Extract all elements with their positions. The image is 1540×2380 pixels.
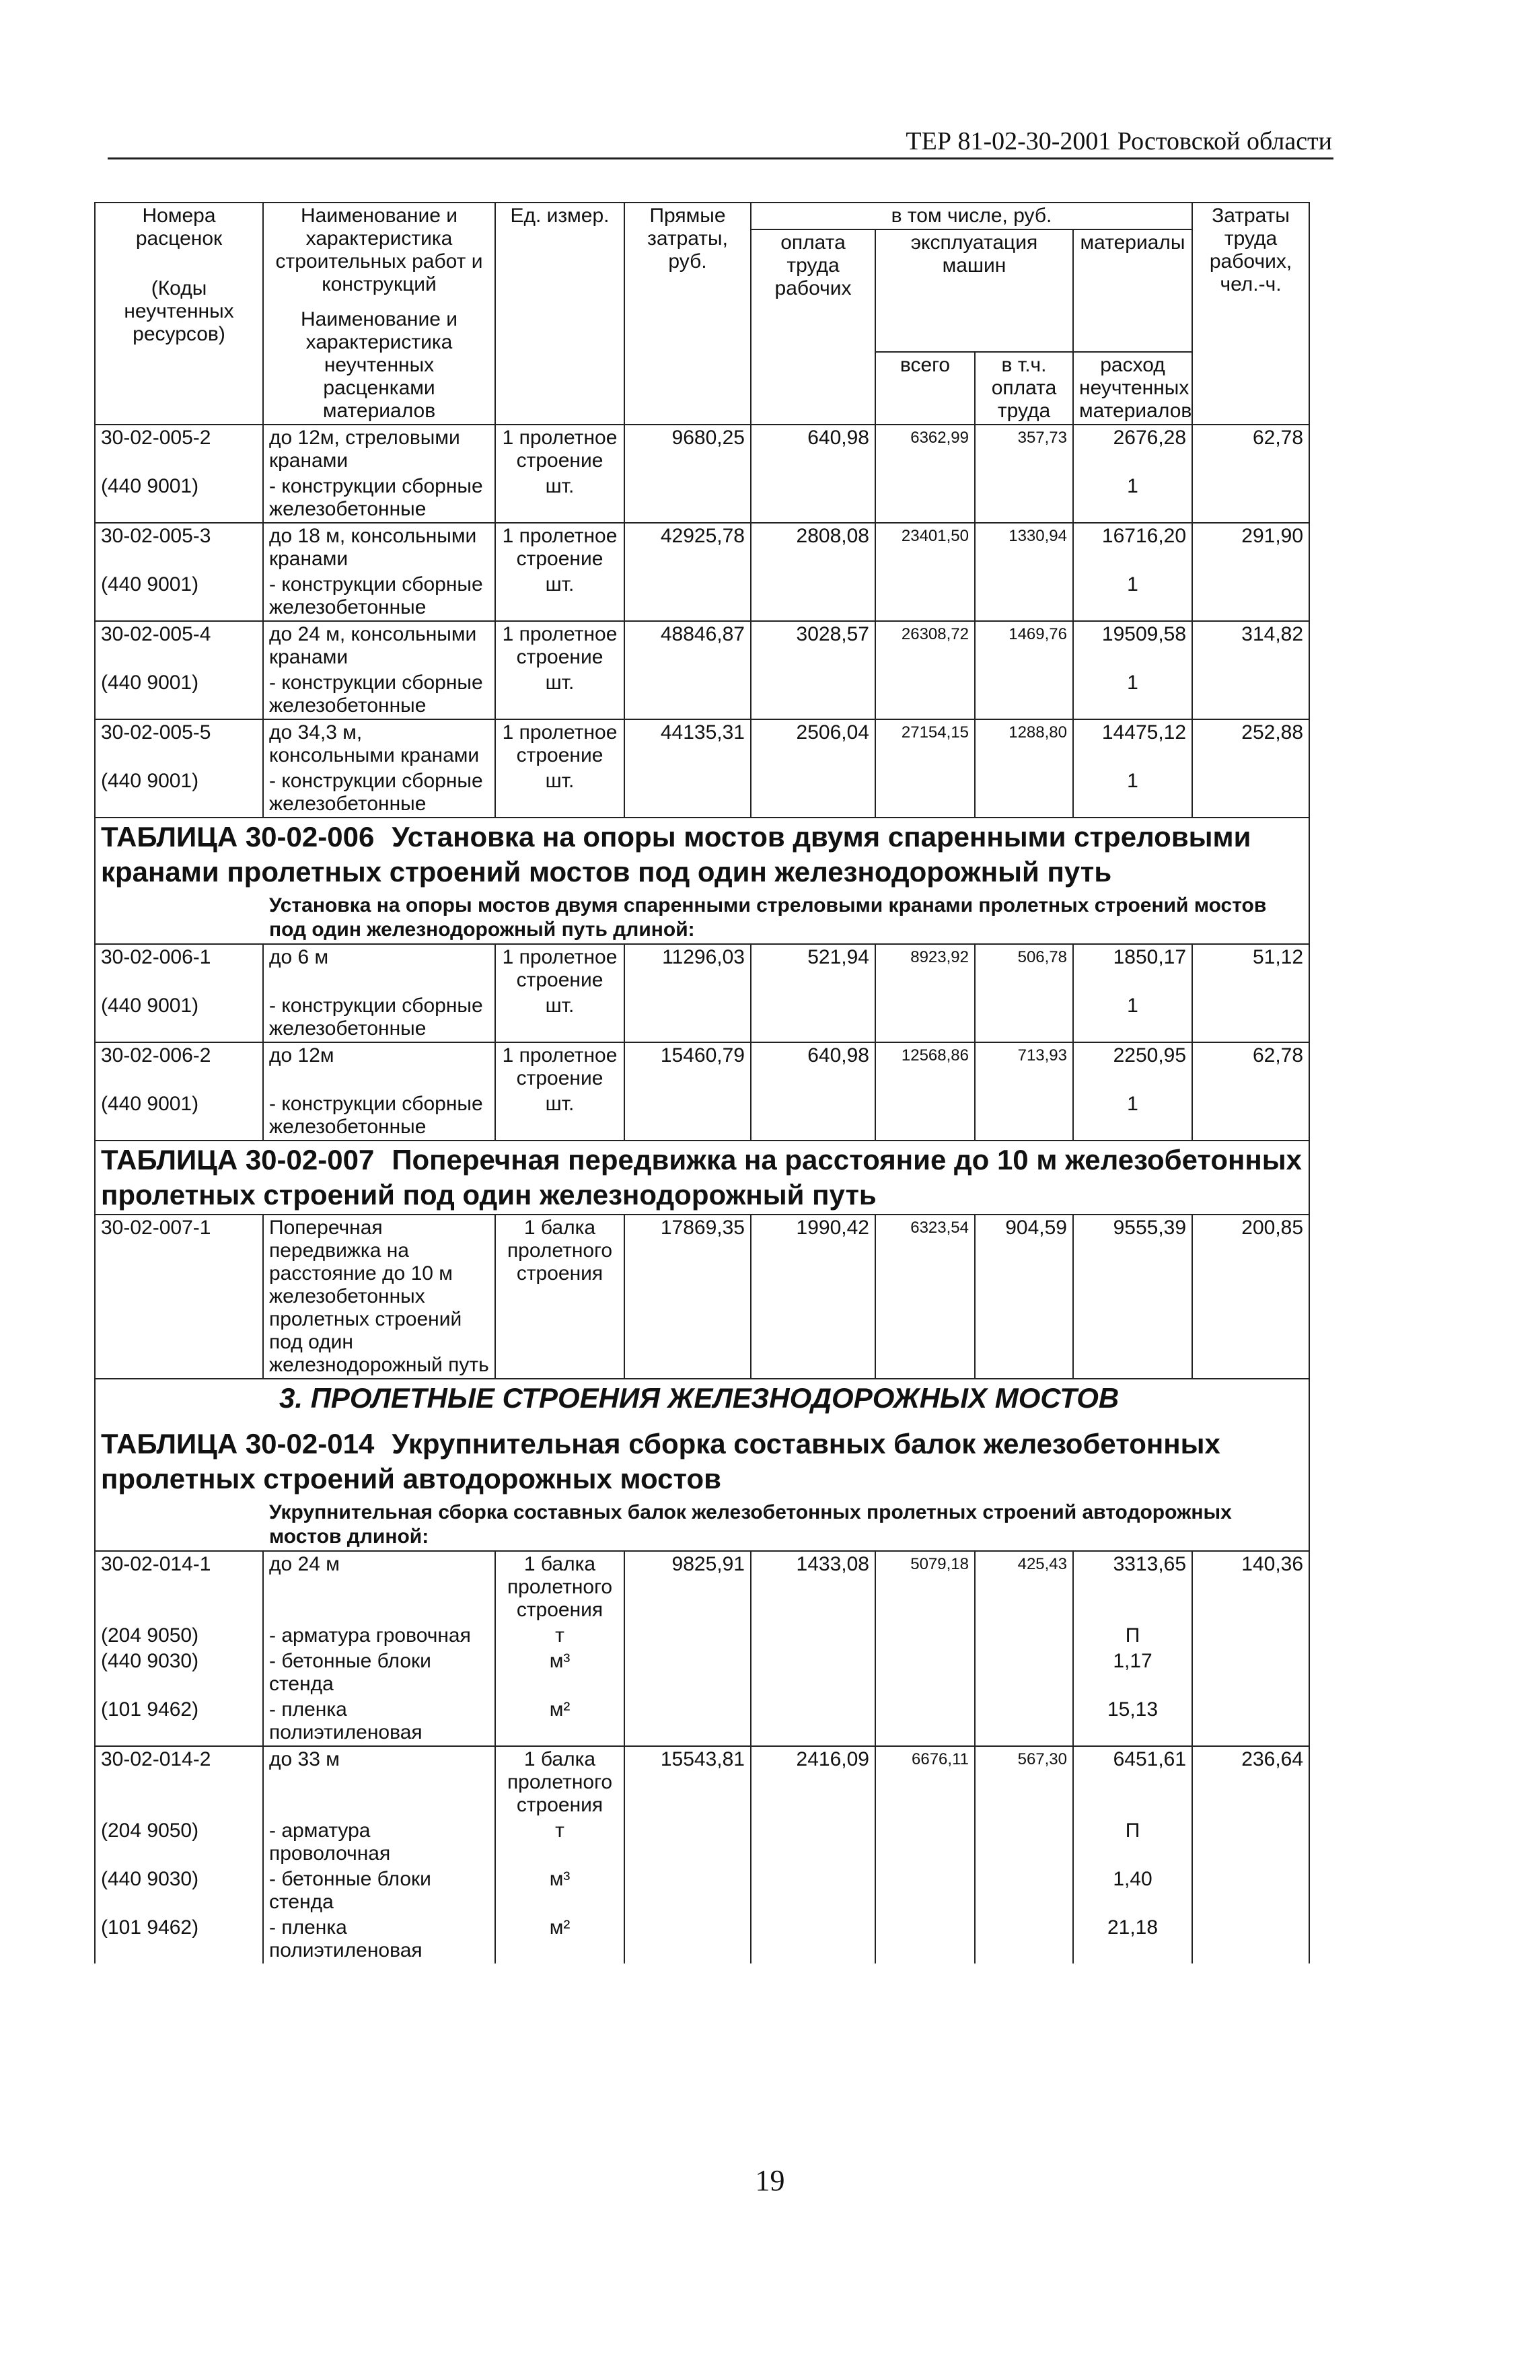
empty-cell bbox=[624, 1649, 751, 1697]
resource-qty: 1,17 bbox=[1073, 1649, 1192, 1697]
rate-code: 30-02-006-1 bbox=[95, 944, 263, 993]
rate-wages: 3028,57 bbox=[751, 621, 875, 670]
empty-cell bbox=[975, 1818, 1073, 1867]
table-014-title: Укрупнительная сборка составных балок железобетонных пролетных строений автодорожных мостов bbox=[101, 1428, 1220, 1494]
resource-qty: 1 bbox=[1073, 572, 1192, 621]
rates-group-014 bbox=[95, 1551, 1309, 1963]
empty-cell bbox=[875, 1818, 975, 1867]
empty-cell bbox=[751, 1091, 875, 1141]
resource-name: - конструкции сборные железобетонные bbox=[263, 1091, 495, 1141]
resource-row bbox=[95, 1623, 1309, 1649]
resource-qty: П bbox=[1073, 1623, 1192, 1649]
rate-labor: 314,82 bbox=[1192, 621, 1309, 670]
rate-wages: 640,98 bbox=[751, 425, 875, 474]
rate-wages: 2506,04 bbox=[751, 719, 875, 768]
col-unit-header: Ед. измер. bbox=[495, 203, 624, 425]
rate-machines: 5079,18 bbox=[875, 1551, 975, 1623]
resource-unit: шт. bbox=[495, 993, 624, 1042]
rate-name: до 24 м, консольными кранами bbox=[263, 621, 495, 670]
rate-machine-wages: 357,73 bbox=[975, 425, 1073, 474]
empty-cell bbox=[875, 1091, 975, 1141]
rate-direct: 48846,87 bbox=[624, 621, 751, 670]
rate-machines: 6676,11 bbox=[875, 1746, 975, 1818]
resource-row bbox=[95, 1818, 1309, 1867]
empty-cell bbox=[1192, 1818, 1309, 1867]
empty-cell bbox=[1192, 1697, 1309, 1746]
rates-group-006 bbox=[95, 944, 1309, 1141]
rate-materials: 9555,39 bbox=[1073, 1215, 1192, 1379]
rate-labor: 51,12 bbox=[1192, 944, 1309, 993]
resource-qty: 1 bbox=[1073, 993, 1192, 1042]
resource-code: (204 9050) bbox=[95, 1623, 263, 1649]
rate-materials: 19509,58 bbox=[1073, 621, 1192, 670]
rate-name: до 24 м bbox=[263, 1551, 495, 1623]
section-title: 3. ПРОЛЕТНЫЕ СТРОЕНИЯ ЖЕЛЕЗНОДОРОЖНЫХ МОСТОВ bbox=[279, 1382, 1120, 1414]
empty-cell bbox=[751, 670, 875, 719]
resource-unit: м³ bbox=[495, 1867, 624, 1915]
rate-labor: 140,36 bbox=[1192, 1551, 1309, 1623]
rate-machine-wages: 425,43 bbox=[975, 1551, 1073, 1623]
resource-qty: 1,40 bbox=[1073, 1867, 1192, 1915]
table-head bbox=[95, 203, 1309, 425]
empty-cell bbox=[975, 1915, 1073, 1963]
empty-cell bbox=[875, 768, 975, 818]
resource-code: (440 9001) bbox=[95, 572, 263, 621]
empty-cell bbox=[624, 474, 751, 523]
resource-name: - конструкции сборные железобетонные bbox=[263, 993, 495, 1042]
resource-unit: шт. bbox=[495, 768, 624, 818]
resource-code: (440 9001) bbox=[95, 993, 263, 1042]
resource-row bbox=[95, 1091, 1309, 1141]
col-machines-header: эксплуатация машин bbox=[875, 229, 1073, 352]
rate-name: до 12м bbox=[263, 1042, 495, 1091]
empty-cell bbox=[751, 1623, 875, 1649]
rates-table bbox=[94, 202, 1310, 1963]
col-direct-header: Прямые затраты, руб. bbox=[624, 203, 751, 425]
resource-code: (440 9001) bbox=[95, 670, 263, 719]
rates-group-007 bbox=[95, 1215, 1309, 1379]
empty-cell bbox=[1192, 768, 1309, 818]
empty-cell bbox=[751, 474, 875, 523]
rates-document bbox=[94, 202, 1309, 1963]
rate-wages: 2416,09 bbox=[751, 1746, 875, 1818]
resource-row bbox=[95, 474, 1309, 523]
rate-direct: 15460,79 bbox=[624, 1042, 751, 1091]
empty-cell bbox=[751, 1915, 875, 1963]
table-row bbox=[95, 1746, 1309, 1818]
table-007-title: Поперечная передвижка на расстояние до 10 м железобетонных пролетных строений под один железнодорожный путь bbox=[101, 1144, 1303, 1211]
rate-code: 30-02-005-2 bbox=[95, 425, 263, 474]
empty-cell bbox=[1192, 572, 1309, 621]
col-code-header: Номера расценок (Коды неучтенных ресурсов) bbox=[95, 203, 263, 425]
resource-name: - пленка полиэтиленовая bbox=[263, 1697, 495, 1746]
section-3-heading bbox=[95, 1379, 1309, 1551]
col-mach-total-header: всего bbox=[875, 352, 975, 425]
rate-name: до 6 м bbox=[263, 944, 495, 993]
rate-labor: 62,78 bbox=[1192, 1042, 1309, 1091]
rate-code: 30-02-005-3 bbox=[95, 523, 263, 572]
rate-wages: 1990,42 bbox=[751, 1215, 875, 1379]
rate-labor: 236,64 bbox=[1192, 1746, 1309, 1818]
empty-cell bbox=[875, 474, 975, 523]
empty-cell bbox=[624, 572, 751, 621]
rate-materials: 2676,28 bbox=[1073, 425, 1192, 474]
col-mach-wages-header: в т.ч. оплата труда bbox=[975, 352, 1073, 425]
rate-name: до 12м, стреловыми кранами bbox=[263, 425, 495, 474]
empty-cell bbox=[875, 1867, 975, 1915]
rate-direct: 9680,25 bbox=[624, 425, 751, 474]
empty-cell bbox=[875, 670, 975, 719]
empty-cell bbox=[751, 1867, 875, 1915]
rate-name: до 34,3 м, консольными кранами bbox=[263, 719, 495, 768]
resource-name: - конструкции сборные железобетонные bbox=[263, 572, 495, 621]
resource-qty: 1 bbox=[1073, 1091, 1192, 1141]
empty-cell bbox=[624, 1697, 751, 1746]
empty-cell bbox=[1192, 670, 1309, 719]
resource-name: - бетонные блоки стенда bbox=[263, 1867, 495, 1915]
rate-machines: 26308,72 bbox=[875, 621, 975, 670]
resource-unit: м² bbox=[495, 1697, 624, 1746]
rate-machines: 27154,15 bbox=[875, 719, 975, 768]
rate-unit: 1 балка пролетного строения bbox=[495, 1551, 624, 1623]
resource-code: (440 9030) bbox=[95, 1867, 263, 1915]
empty-cell bbox=[751, 1649, 875, 1697]
empty-cell bbox=[975, 993, 1073, 1042]
table-007-heading bbox=[95, 1141, 1309, 1215]
empty-cell bbox=[1192, 1867, 1309, 1915]
rate-machine-wages: 1288,80 bbox=[975, 719, 1073, 768]
resource-qty: 1 bbox=[1073, 670, 1192, 719]
running-header: ТЕР 81-02-30-2001 Ростовской области bbox=[906, 127, 1332, 155]
rate-labor: 291,90 bbox=[1192, 523, 1309, 572]
resource-unit: м³ bbox=[495, 1649, 624, 1697]
resource-name: - конструкции сборные железобетонные bbox=[263, 474, 495, 523]
rate-wages: 521,94 bbox=[751, 944, 875, 993]
rate-machines: 6362,99 bbox=[875, 425, 975, 474]
empty-cell bbox=[975, 1623, 1073, 1649]
resource-qty: 21,18 bbox=[1073, 1915, 1192, 1963]
empty-cell bbox=[975, 1867, 1073, 1915]
resource-unit: шт. bbox=[495, 670, 624, 719]
rate-name: до 18 м, консольными кранами bbox=[263, 523, 495, 572]
rate-unit: 1 балка пролетного строения bbox=[495, 1746, 624, 1818]
rate-machines: 12568,86 bbox=[875, 1042, 975, 1091]
rate-labor: 62,78 bbox=[1192, 425, 1309, 474]
empty-cell bbox=[1192, 1649, 1309, 1697]
resource-code: (204 9050) bbox=[95, 1818, 263, 1867]
table-006-subtitle: Установка на опоры мостов двумя спаренными стреловыми кранами пролетных строений мостов под один железнодорожный путь длиной: bbox=[269, 894, 1267, 941]
rate-code: 30-02-005-5 bbox=[95, 719, 263, 768]
resource-row bbox=[95, 1697, 1309, 1746]
empty-cell bbox=[624, 1818, 751, 1867]
rate-code: 30-02-014-1 bbox=[95, 1551, 263, 1623]
col-name-header: Наименование и характеристика строительных работ и конструкций Наименование и характеристика неучтенных расценками материалов bbox=[263, 203, 495, 425]
table-row bbox=[95, 1551, 1309, 1623]
col-mat-use-header: расход неучтенных материалов bbox=[1073, 352, 1192, 425]
rate-materials: 16716,20 bbox=[1073, 523, 1192, 572]
rate-unit: 1 пролетное строение bbox=[495, 523, 624, 572]
rate-code: 30-02-005-4 bbox=[95, 621, 263, 670]
table-014-subtitle: Укрупнительная сборка составных балок железобетонных пролетных строений автодорожных мостов длиной: bbox=[269, 1501, 1232, 1548]
rate-machine-wages: 506,78 bbox=[975, 944, 1073, 993]
rate-machine-wages: 567,30 bbox=[975, 1746, 1073, 1818]
rate-materials: 1850,17 bbox=[1073, 944, 1192, 993]
rate-wages: 640,98 bbox=[751, 1042, 875, 1091]
empty-cell bbox=[975, 474, 1073, 523]
rate-machines: 8923,92 bbox=[875, 944, 975, 993]
resource-code: (440 9001) bbox=[95, 474, 263, 523]
col-incl-header: в том числе, руб. bbox=[751, 203, 1192, 229]
table-006-heading bbox=[95, 818, 1309, 944]
empty-cell bbox=[624, 768, 751, 818]
resource-unit: шт. bbox=[495, 572, 624, 621]
rate-direct: 44135,31 bbox=[624, 719, 751, 768]
resource-unit: шт. bbox=[495, 474, 624, 523]
col-wages-header: оплата труда рабочих bbox=[751, 229, 875, 425]
empty-cell bbox=[751, 572, 875, 621]
empty-cell bbox=[875, 993, 975, 1042]
resource-unit: шт. bbox=[495, 1091, 624, 1141]
resource-unit: т bbox=[495, 1818, 624, 1867]
rate-wages: 2808,08 bbox=[751, 523, 875, 572]
resource-row bbox=[95, 572, 1309, 621]
rate-direct: 11296,03 bbox=[624, 944, 751, 993]
rate-unit: 1 балка пролетного строения bbox=[495, 1215, 624, 1379]
resource-code: (440 9001) bbox=[95, 1091, 263, 1141]
resource-name: - арматура гровочная bbox=[263, 1623, 495, 1649]
table-row bbox=[95, 523, 1309, 572]
empty-cell bbox=[751, 1697, 875, 1746]
table-row bbox=[95, 719, 1309, 768]
empty-cell bbox=[975, 572, 1073, 621]
empty-cell bbox=[624, 993, 751, 1042]
rate-materials: 2250,95 bbox=[1073, 1042, 1192, 1091]
empty-cell bbox=[624, 1867, 751, 1915]
rate-direct: 9825,91 bbox=[624, 1551, 751, 1623]
empty-cell bbox=[975, 1649, 1073, 1697]
rate-code: 30-02-007-1 bbox=[95, 1215, 263, 1379]
rate-unit: 1 пролетное строение bbox=[495, 1042, 624, 1091]
empty-cell bbox=[975, 1091, 1073, 1141]
resource-qty: 15,13 bbox=[1073, 1697, 1192, 1746]
rate-unit: 1 пролетное строение bbox=[495, 944, 624, 993]
empty-cell bbox=[751, 993, 875, 1042]
rate-materials: 6451,61 bbox=[1073, 1746, 1192, 1818]
resource-code: (440 9030) bbox=[95, 1649, 263, 1697]
resource-row bbox=[95, 670, 1309, 719]
rate-direct: 17869,35 bbox=[624, 1215, 751, 1379]
resource-unit: т bbox=[495, 1623, 624, 1649]
resource-row bbox=[95, 993, 1309, 1042]
resource-row bbox=[95, 1867, 1309, 1915]
rate-unit: 1 пролетное строение bbox=[495, 621, 624, 670]
empty-cell bbox=[751, 768, 875, 818]
col-materials-header: материалы bbox=[1073, 229, 1192, 352]
empty-cell bbox=[624, 1623, 751, 1649]
rate-direct: 15543,81 bbox=[624, 1746, 751, 1818]
empty-cell bbox=[875, 1623, 975, 1649]
resource-qty: 1 bbox=[1073, 768, 1192, 818]
rate-code: 30-02-006-2 bbox=[95, 1042, 263, 1091]
empty-cell bbox=[975, 1697, 1073, 1746]
empty-cell bbox=[1192, 1623, 1309, 1649]
table-row bbox=[95, 425, 1309, 474]
resource-name: - конструкции сборные железобетонные bbox=[263, 670, 495, 719]
rate-materials: 14475,12 bbox=[1073, 719, 1192, 768]
empty-cell bbox=[624, 1091, 751, 1141]
rate-machine-wages: 1330,94 bbox=[975, 523, 1073, 572]
resource-row bbox=[95, 768, 1309, 818]
empty-cell bbox=[875, 1649, 975, 1697]
empty-cell bbox=[875, 572, 975, 621]
rate-machine-wages: 1469,76 bbox=[975, 621, 1073, 670]
empty-cell bbox=[1192, 1915, 1309, 1963]
rate-unit: 1 пролетное строение bbox=[495, 425, 624, 474]
table-row bbox=[95, 1215, 1309, 1379]
resource-name: - пленка полиэтиленовая bbox=[263, 1915, 495, 1963]
resource-qty: П bbox=[1073, 1818, 1192, 1867]
empty-cell bbox=[875, 1697, 975, 1746]
col-labor-header: Затраты труда рабочих, чел.-ч. bbox=[1192, 203, 1309, 425]
rates-group-005 bbox=[95, 425, 1309, 818]
rate-machine-wages: 904,59 bbox=[975, 1215, 1073, 1379]
rate-materials: 3313,65 bbox=[1073, 1551, 1192, 1623]
rate-machine-wages: 713,93 bbox=[975, 1042, 1073, 1091]
rate-name: до 33 м bbox=[263, 1746, 495, 1818]
empty-cell bbox=[1192, 1091, 1309, 1141]
table-row bbox=[95, 621, 1309, 670]
empty-cell bbox=[1192, 474, 1309, 523]
rate-labor: 200,85 bbox=[1192, 1215, 1309, 1379]
table-014-label: ТАБЛИЦА 30-02-014 bbox=[101, 1428, 375, 1459]
resource-row bbox=[95, 1649, 1309, 1697]
resource-name: - арматура проволочная bbox=[263, 1818, 495, 1867]
empty-cell bbox=[1192, 993, 1309, 1042]
rate-machines: 23401,50 bbox=[875, 523, 975, 572]
empty-cell bbox=[875, 1915, 975, 1963]
resource-name: - бетонные блоки стенда bbox=[263, 1649, 495, 1697]
table-006-title: Установка на опоры мостов двумя спаренными стреловыми кранами пролетных строений мостов под один железнодорожный путь bbox=[101, 821, 1251, 888]
empty-cell bbox=[975, 670, 1073, 719]
empty-cell bbox=[624, 1915, 751, 1963]
table-007-label: ТАБЛИЦА 30-02-007 bbox=[101, 1144, 375, 1176]
resource-name: - конструкции сборные железобетонные bbox=[263, 768, 495, 818]
resource-code: (101 9462) bbox=[95, 1915, 263, 1963]
resource-unit: м² bbox=[495, 1915, 624, 1963]
rate-code: 30-02-014-2 bbox=[95, 1746, 263, 1818]
rate-wages: 1433,08 bbox=[751, 1551, 875, 1623]
table-row bbox=[95, 944, 1309, 993]
resource-qty: 1 bbox=[1073, 474, 1192, 523]
resource-code: (101 9462) bbox=[95, 1697, 263, 1746]
empty-cell bbox=[751, 1818, 875, 1867]
page-number: 19 bbox=[755, 2164, 785, 2197]
empty-cell bbox=[624, 670, 751, 719]
resource-code: (440 9001) bbox=[95, 768, 263, 818]
header-rule bbox=[108, 157, 1333, 159]
rate-labor: 252,88 bbox=[1192, 719, 1309, 768]
table-006-label: ТАБЛИЦА 30-02-006 bbox=[101, 821, 375, 853]
rate-name: Поперечная передвижка на расстояние до 10 м железобетонных пролетных строений под один железнодорожный путь bbox=[263, 1215, 495, 1379]
rate-direct: 42925,78 bbox=[624, 523, 751, 572]
rate-machines: 6323,54 bbox=[875, 1215, 975, 1379]
table-row bbox=[95, 1042, 1309, 1091]
rate-unit: 1 пролетное строение bbox=[495, 719, 624, 768]
resource-row bbox=[95, 1915, 1309, 1963]
empty-cell bbox=[975, 768, 1073, 818]
